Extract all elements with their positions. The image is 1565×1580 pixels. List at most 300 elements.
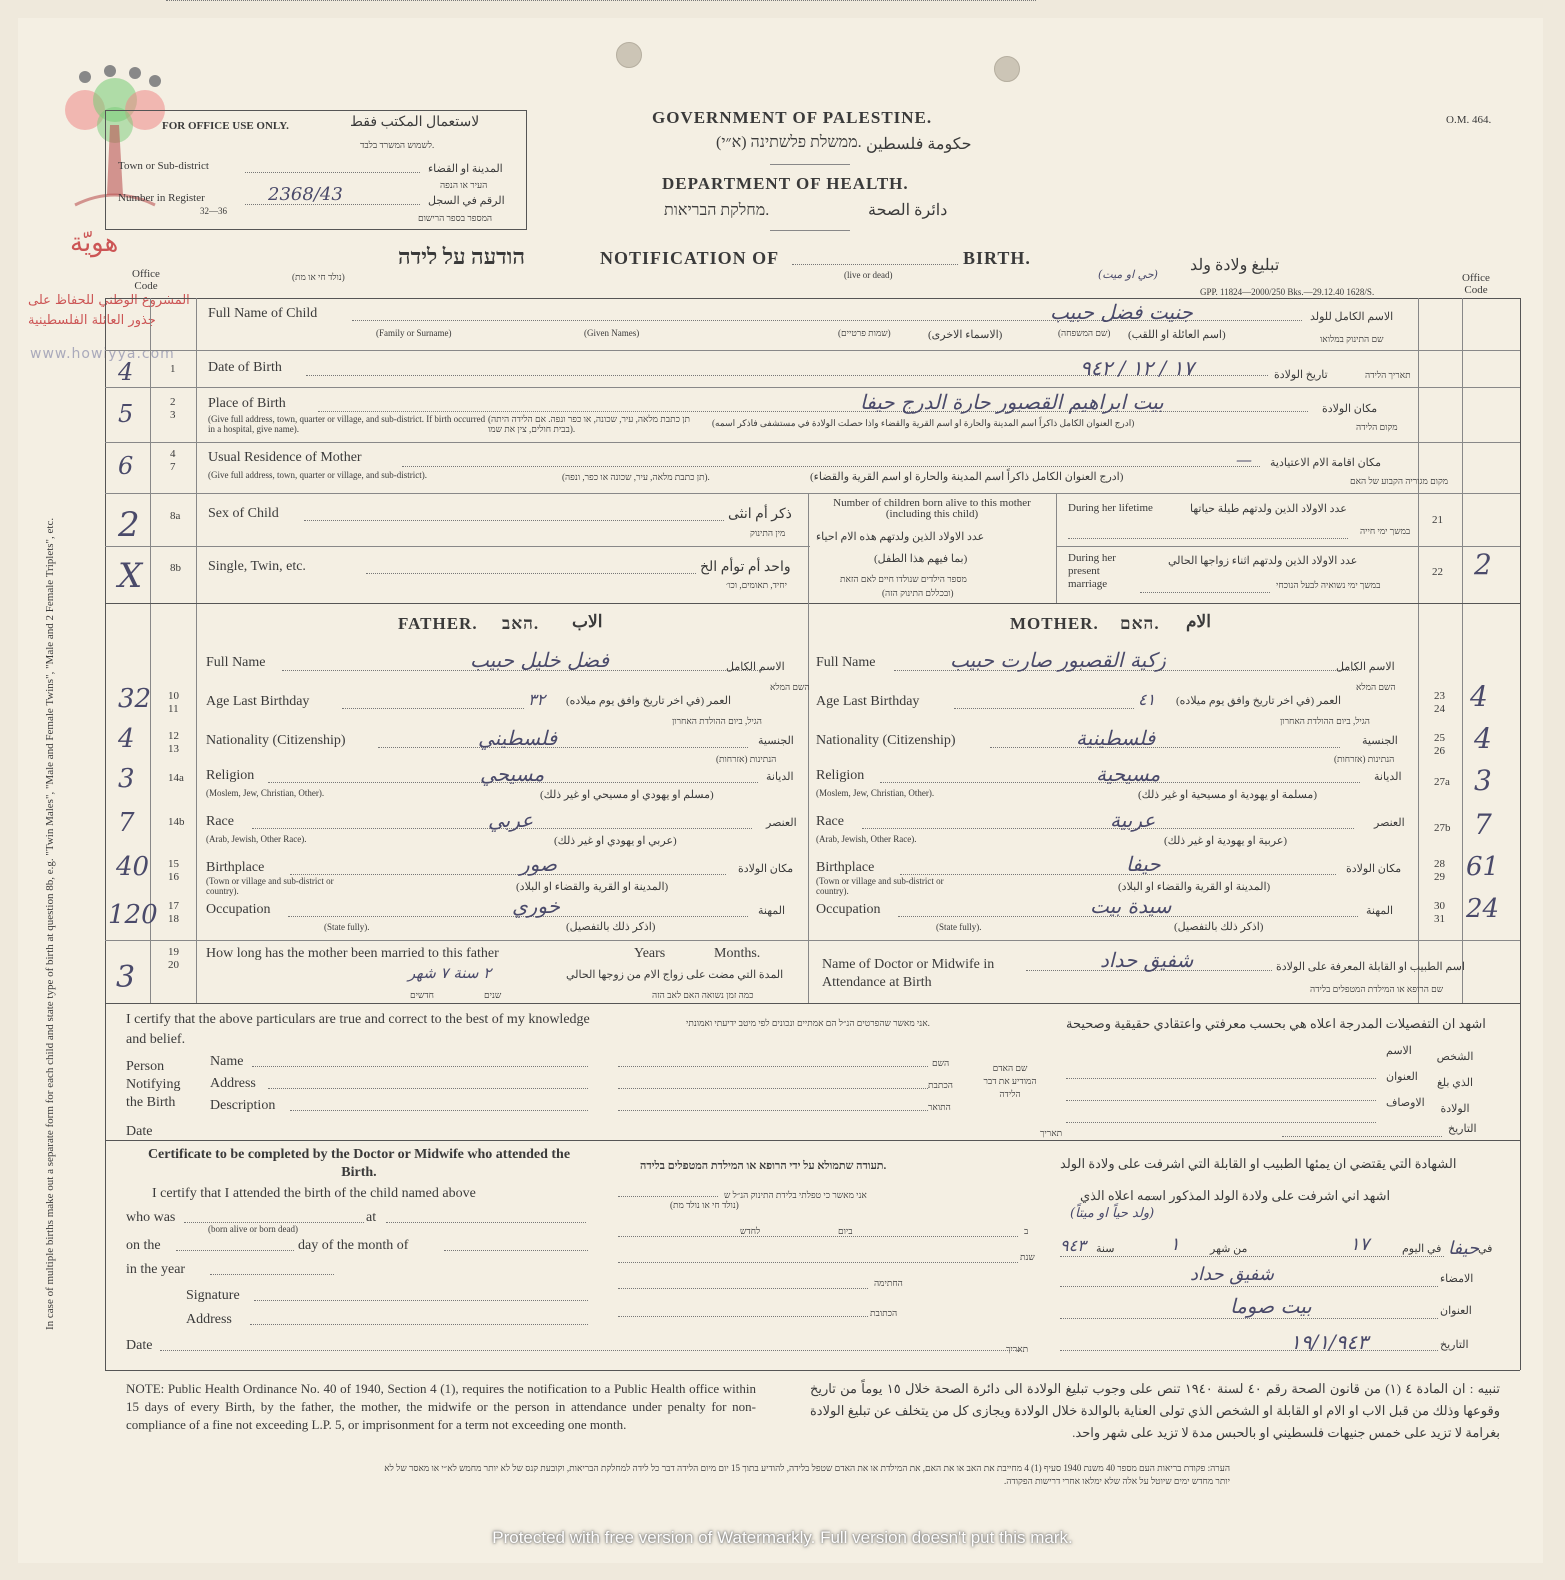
certify-date-field <box>166 0 1036 1</box>
marriage-num: 22 <box>1432 566 1443 578</box>
mother-name-he: השם המלא <box>1356 682 1396 692</box>
grid-line <box>105 387 1520 388</box>
mother-bp-code: 61 <box>1466 852 1500 882</box>
register-label: Number in Register <box>118 192 205 204</box>
father-age-code: 32 <box>118 684 152 714</box>
mother-bp-field <box>900 874 1336 875</box>
child-given-hint: (Given Names) <box>584 328 640 338</box>
ar-desc: الاوصاف <box>1386 1097 1425 1109</box>
certify-ar: اشهد ان التفصيلات المدرجة اعلاه هي بحسب معرفتي واعتقادي حقيقية وصحيحة <box>1066 1016 1486 1031</box>
register-value: 2368/43 <box>268 184 343 205</box>
grid-line <box>105 1140 1520 1141</box>
ar-address: العنوان <box>1386 1071 1418 1083</box>
mother-title-ar: الام <box>1186 612 1211 631</box>
person-notifying: Person Notifying the Birth <box>126 1059 181 1110</box>
cert2-day-value: ١٧ <box>1350 1234 1370 1255</box>
grid-line <box>1520 298 1521 1370</box>
cert2-born: (born alive or born dead) <box>208 1224 298 1234</box>
pob-label: Place of Birth <box>208 396 286 411</box>
mother-race-ar-sub: (عربية او يهودية او غير ذلك) <box>1164 835 1288 847</box>
he-name: השם <box>932 1058 950 1068</box>
title-ar-hand: (حي او ميت) <box>1098 268 1158 281</box>
cert2-at: at <box>366 1210 377 1225</box>
marriage-ar: عدد الاولاد الذين ولدتهم اثناء زواجها الحالي <box>1168 555 1358 567</box>
father-name-ar: الاسم الكامل <box>726 661 785 673</box>
mother-age-value: ٤١ <box>1138 690 1156 709</box>
town-he: העיר או הנפה <box>440 180 488 190</box>
child-other-ar: (الاسماء الاخرى) <box>928 329 1003 341</box>
cert2-ar-sig-line <box>1060 1286 1438 1287</box>
ar-person: الشخص الذي بلغ الولادة <box>1436 1051 1474 1115</box>
cert2-day-of: day of the month of <box>298 1238 409 1253</box>
residence-ar: مكان اقامة الام الاعتيادية <box>1270 457 1381 469</box>
cert2-ar-date: التاريخ <box>1440 1339 1469 1351</box>
father-bp-value: صور <box>520 852 557 876</box>
office-title-he: לשמוש המשרד בלבד. <box>360 140 435 150</box>
cert2-ar-day: في اليوم <box>1402 1243 1442 1255</box>
father-nat-he: הנתינות (אזרחות) <box>716 754 777 764</box>
father-age-ar: العمر (في اخر تاريخ وافق يوم ميلاده) <box>566 695 731 707</box>
certify-date-label: Date <box>126 1124 153 1139</box>
cert2-text: I certify that I attended the birth of the child named above <box>152 1186 476 1201</box>
he-address: הכתבת <box>928 1080 953 1090</box>
father-rel-ar: الديانة <box>766 771 794 783</box>
residence-field <box>402 466 1260 467</box>
mother-name-ar: الاسم الكامل <box>1336 661 1395 673</box>
mother-nat-he: הנתינות (אזרחות) <box>1334 754 1395 764</box>
marriage-he: במשך ימי נשואיה לבעל הנוכחי <box>1276 580 1381 590</box>
cert2-date-field <box>160 1350 1020 1351</box>
father-age-num: 10 11 <box>168 690 179 715</box>
married-num: 19 20 <box>168 946 179 971</box>
cert2-ar-date-line2 <box>1060 1350 1438 1351</box>
cert2-ar-addr: العنوان <box>1440 1305 1472 1317</box>
residence-sub-ar: (ادرج العنوان الكامل ذاكراً اسم المدينة والحارة او اسم القرية والقضاء) <box>810 471 1124 483</box>
cert2-ar-sig: الامضاء <box>1440 1273 1474 1285</box>
mother-race-field <box>862 828 1354 829</box>
mother-rel-sub: (Moslem, Jew, Christian, Other). <box>816 788 935 798</box>
town-field <box>245 172 420 173</box>
cert2-ar-year: سنة <box>1096 1243 1115 1255</box>
mother-title-he: האם. <box>1120 614 1160 633</box>
dob-ar: تاريخ الولادة <box>1274 369 1328 381</box>
certify-address-label: Address <box>210 1076 256 1091</box>
mother-rel-num: 27a <box>1434 776 1450 788</box>
govt-title-he: ממשלת פלשתינה (א״י). <box>716 134 862 151</box>
register-he: המספר בספר הרישום <box>418 213 493 223</box>
marriage-field <box>1140 592 1270 593</box>
certify-desc-label: Description <box>210 1098 276 1113</box>
mother-occ-sub: (State fully). <box>936 922 982 932</box>
child-name-ar: الاسم الكامل للولد <box>1310 311 1394 323</box>
logo-url: www.howiyya.com <box>30 346 175 362</box>
punch-hole <box>616 42 642 68</box>
cert2-born-ar: (ولد حياً او ميتاً) <box>1070 1206 1155 1221</box>
title-ar: تبليغ ولادة ولد <box>1190 257 1280 274</box>
lifetime-ar: عدد الاولاد الذين ولدتهم طيلة حياتها <box>1190 503 1347 515</box>
notifier-address-field-he <box>618 1088 928 1089</box>
grid-line <box>105 350 1520 351</box>
father-bp-code: 40 <box>116 852 150 882</box>
father-occ-sub: (State fully). <box>324 922 370 932</box>
cert2-who-field <box>184 1222 364 1223</box>
mother-nat-num: 25 26 <box>1434 732 1445 757</box>
mother-rel-value: مسيحية <box>1096 762 1161 786</box>
married-he-months: חדשים <box>410 990 435 1000</box>
father-title-ar: الاب <box>572 612 603 631</box>
children-ar: عدد الاولاد الذين ولدتهم هذه الام احياء <box>816 531 985 543</box>
child-given-he: (שמות פרטיים) <box>838 328 891 338</box>
mother-race-num: 27b <box>1434 822 1451 834</box>
mother-occ-code: 24 <box>1466 894 1500 924</box>
father-rel-sub: (Moslem, Jew, Christian, Other). <box>206 788 325 798</box>
cert2-he-date: תאריך <box>1006 1344 1029 1354</box>
logo-line2: جذور العائلة الفلسطينية <box>28 313 156 328</box>
father-race-value: عربي <box>488 808 534 832</box>
married-label: How long has the mother been married to this father <box>206 946 499 961</box>
father-nat-num: 12 13 <box>168 730 179 755</box>
father-occ-label: Occupation <box>206 902 271 917</box>
cert2-text-ar: اشهد اني اشرفت على ولادة الولد المذكور اسمه اعلاه الذي <box>1080 1188 1391 1203</box>
cert2-he-field <box>618 1196 718 1197</box>
pob-ar: مكان الولادة <box>1322 403 1378 415</box>
cert2-day-field <box>176 1250 294 1251</box>
cert2-place: حيفا <box>1448 1238 1480 1259</box>
father-rel-num: 14a <box>168 772 184 784</box>
cert2-he-day-field <box>618 1236 1018 1237</box>
single-field <box>366 573 696 574</box>
town-label: Town or Sub-district <box>118 160 209 172</box>
children-en: Number of children born alive to this mother (including this child) <box>833 497 1031 520</box>
father-rel-value: مسيحي <box>480 762 545 786</box>
cert2-he-year: שנת <box>1020 1252 1035 1262</box>
married-years: Years <box>634 946 666 961</box>
office-code-left: Office Code <box>132 268 160 292</box>
residence-sub: (Give full address, town, quarter or village, and sub-district). <box>208 470 427 480</box>
child-name-he: שם התינוק במלואו <box>1320 334 1384 344</box>
cert2-in-year: in the year <box>126 1262 186 1277</box>
title-he: הודעה על לידה <box>398 244 526 269</box>
certify-he: אני מאשר שהפרטים הנ״ל הם אמתיים ונכונים לפי מיטב ידיעתי ואמונתי. <box>686 1018 930 1028</box>
form-number: O.M. 464. <box>1446 114 1492 126</box>
grid-line <box>1418 298 1419 1003</box>
lifetime-he: במשך ימי חייה <box>1360 526 1411 536</box>
note-he: הערה: פקודת בריאות העם מספר 40 משנת 1940 סעיף (1) 4 מחייבת את האב או את האם, את המילדת או את האדם שטפל בלידה, להודיע בתוך 15 יום מיום הלידה דבר כל לידה למחלקת הבריאות, וקובעת קנס של לא יותר מחמש לא״י או מאסר של לא יותר מחדש ימים שיוטל על אלה שלא ימלאו אחרי דרישות הפקודה. <box>384 1463 1230 1486</box>
title-en-2: BIRTH. <box>963 248 1031 268</box>
mother-age-ar: العمر (في اخر تاريخ وافق يوم ميلاده) <box>1176 695 1341 707</box>
mother-race-code: 7 <box>1474 808 1492 841</box>
cert2-who-was: who was <box>126 1210 176 1225</box>
mother-rel-ar-sub: (مسلمة او يهودية او مسيحية او غير ذلك) <box>1138 789 1317 801</box>
father-occ-value: خوري <box>512 894 561 918</box>
mother-age-field <box>954 708 1134 709</box>
sex-num: 8a <box>170 510 181 522</box>
certify-en: I certify that the above particulars are true and correct to the best of my knowledge and belief. <box>126 1012 590 1047</box>
cert2-text-he: אני מאשר כי טפלתי בלידת התינוק הנ״ל ש <box>724 1190 867 1200</box>
mother-race-sub: (Arab, Jewish, Other Race). <box>816 834 917 844</box>
father-name-he: השם המלא <box>770 682 810 692</box>
mother-bp-ar: مكان الولادة <box>1346 863 1402 875</box>
pob-sub-ar: (ادرج العنوان الكامل ذاكراً اسم المدينة والحارة او اسم القرية والقضاء واذا حصلت الولادة في مستشفى فاذكر اسمه) <box>712 418 1135 428</box>
father-title: FATHER. <box>398 614 478 633</box>
grid-line <box>105 546 810 547</box>
mother-race-ar: العنصر <box>1374 817 1405 829</box>
father-nat-label: Nationality (Citizenship) <box>206 733 346 748</box>
father-age-value: ٣٢ <box>528 690 546 709</box>
father-race-ar: العنصر <box>766 817 797 829</box>
father-rel-ar-sub: (مسلم او يهودي او مسيحي او غير ذلك) <box>540 789 714 801</box>
sex-field <box>304 520 724 521</box>
notifier-address-field-ar <box>1066 1100 1376 1101</box>
mother-bp-ar-sub: (المدينة او القرية والقضاء او البلاد) <box>1118 881 1271 893</box>
cert2-signature: Signature <box>186 1288 240 1303</box>
father-name-label: Full Name <box>206 655 266 670</box>
notifier-desc-field-ar <box>1066 1122 1376 1123</box>
pob-code: 5 <box>118 400 134 428</box>
notifier-name-field <box>252 1066 588 1067</box>
residence-code: 6 <box>118 452 134 480</box>
married-ar-value: ٢ سنة ٧ شهر <box>408 964 492 982</box>
cert2-ar-field <box>1148 1196 1158 1197</box>
register-field <box>245 204 420 205</box>
mother-age-label: Age Last Birthday <box>816 694 920 709</box>
print-info: GPP. 11824—2000/250 Bks.—29.12.40 1628/S. <box>1200 287 1375 297</box>
title-en-sub: (live or dead) <box>844 270 893 280</box>
mother-occ-num: 30 31 <box>1434 900 1445 925</box>
single-he: יחיד, תאומים, וכו׳ <box>726 580 787 590</box>
register-code: 32—36 <box>200 206 227 216</box>
grid-line <box>105 1003 1520 1004</box>
father-age-he: הגיל, ביום ההולדת האחרון <box>672 716 762 726</box>
father-nat-field <box>378 747 748 748</box>
mother-rel-ar: الديانة <box>1374 771 1402 783</box>
mother-age-he: הגיל, ביום ההולדת האחרון <box>1280 716 1370 726</box>
cert2-he-year-field <box>618 1262 1018 1263</box>
single-code: X <box>118 556 143 596</box>
cert2-he-sig-field <box>618 1288 868 1289</box>
mother-nat-value: فلسطينية <box>1076 726 1156 750</box>
residence-sub-he: (תן כתבת מלאה, עיר, שכונה או כפר, ונפה). <box>562 472 710 482</box>
pob-value: بيت ابراهيم القصبور حارة الدرج حيفا <box>860 390 1164 414</box>
doctor-ar: اسم الطبيب او القابلة المعرفة على الولادة <box>1276 961 1465 973</box>
father-title-he: האב. <box>502 614 540 633</box>
mother-rel-label: Religion <box>816 768 865 783</box>
grid-line <box>808 493 809 1003</box>
cert2-title-he: תעודה שתמולא על ידי הרופא או המילדת המטפלים בלידה. <box>640 1160 887 1172</box>
grid-line <box>105 298 106 1370</box>
father-age-field <box>342 708 524 709</box>
father-bp-field <box>290 874 726 875</box>
mother-occ-label: Occupation <box>816 902 881 917</box>
grid-line <box>105 603 1520 604</box>
mother-bp-value: حيفا <box>1126 852 1161 876</box>
father-occ-num: 17 18 <box>168 900 179 925</box>
header-rule <box>770 164 850 165</box>
mother-age-code: 4 <box>1470 680 1488 713</box>
dept-title-ar: دائرة الصحة <box>868 202 948 219</box>
side-instruction <box>44 130 66 1330</box>
cert2-he-addr: הכתובת <box>870 1308 898 1318</box>
mother-race-value: عربية <box>1110 808 1156 832</box>
mother-title: MOTHER. <box>1010 614 1099 633</box>
cert2-ar-month: من شهر <box>1210 1243 1248 1255</box>
punch-hole <box>994 56 1020 82</box>
notifier-name-field-ar <box>1066 1078 1376 1079</box>
children-he: מספר הילדים שנולדו חיים לאם הזאת <box>840 574 967 584</box>
grid-line <box>1056 546 1520 547</box>
town-ar: المدينة او القضاء <box>428 163 503 175</box>
cert2-month-value: ١ <box>1170 1234 1180 1255</box>
grid-line <box>105 442 1520 443</box>
father-name-value: فضل خليل حبيب <box>470 648 610 672</box>
note-ar: تنبيه : ان المادة ٤ (١) من قانون الصحة رقم ٤٠ لسنة ١٩٤٠ تنص على وجوب تبليغ الولادة الى دائرة الصحة خلال ١٥ يوماً من تاريخ وقوعها وذلك من قبل الاب او الام او القابلة او الشخص الذي تولى العناية بالوالدة خلال الولادة ويجازى كل من يتخلف عن تبليغ الولادة بغرامة لا تزيد على خمس جنيهات فلسطيني او بالحبس مدة لا تزيد على شهر واحد. <box>810 1381 1500 1440</box>
cert2-sig-value: شفيق حداد <box>1190 1264 1274 1285</box>
dob-num: 1 <box>170 363 176 375</box>
lifetime-num: 21 <box>1432 514 1443 526</box>
child-family-hint: (Family or Surname) <box>376 328 452 338</box>
dob-code: 4 <box>118 358 134 386</box>
mother-bp-num: 28 29 <box>1434 858 1445 883</box>
single-num: 8b <box>170 562 181 574</box>
father-bp-ar: مكان الولادة <box>738 863 794 875</box>
father-race-ar-sub: (عربي او يهودي او غير ذلك) <box>554 835 677 847</box>
residence-he: מקום מגוריה הקבוע של האם <box>1350 476 1449 486</box>
single-ar: واحد أم توأم الخ <box>700 560 791 575</box>
cert2-he-b: ב <box>1024 1226 1029 1236</box>
mother-occ-value: سيدة بيت <box>1090 894 1172 918</box>
cert2-date-value: ١٩/١/٩٤٣ <box>1290 1330 1368 1354</box>
notifier-desc-field <box>290 1110 588 1111</box>
dept-title-he: מחלקת הבריאות. <box>664 202 770 219</box>
cert2-address: Address <box>186 1312 232 1327</box>
cert2-month-field <box>444 1250 588 1251</box>
logo-name: هويّة <box>70 228 119 258</box>
live-or-dead-field <box>792 264 958 265</box>
lifetime-label: During her lifetime <box>1068 502 1153 514</box>
cert2-year-value: ٩٤٣ <box>1060 1236 1086 1255</box>
grid-line <box>105 298 1520 299</box>
watermark: Protected with free version of Watermarkly. Full version doesn't put this mark. <box>492 1528 1073 1547</box>
father-race-label: Race <box>206 814 234 829</box>
cert2-date: Date <box>126 1338 153 1353</box>
cert2-signature-field <box>254 1300 588 1301</box>
father-occ-code: 120 <box>108 900 158 930</box>
father-bp-ar-sub: (المدينة او القرية والقضاء او البلاد) <box>516 881 669 893</box>
certify-name-label: Name <box>210 1054 244 1069</box>
title-en-1: NOTIFICATION OF <box>600 248 780 268</box>
married-ar: المدة التي مضت على زواج الام من زوجها الحالي <box>566 969 784 981</box>
father-nat-ar: الجنسية <box>758 735 794 747</box>
married-code: 3 <box>116 960 136 995</box>
residence-value: — <box>1236 450 1252 469</box>
grid-line <box>196 298 197 1003</box>
mother-bp-sub: (Town or village and sub-district or country). <box>816 876 944 896</box>
mother-nat-field <box>990 747 1340 748</box>
grid-line <box>1462 298 1463 1003</box>
residence-label: Usual Residence of Mother <box>208 450 362 465</box>
sex-code: 2 <box>118 505 140 545</box>
dob-he: תאריך הלידה <box>1365 370 1411 380</box>
mother-race-label: Race <box>816 814 844 829</box>
cert2-he-month: לחדש <box>740 1226 761 1236</box>
notifier-address-field <box>268 1088 588 1089</box>
notifier-name-field-he <box>618 1066 928 1067</box>
residence-num: 4 7 <box>170 448 176 473</box>
mother-age-num: 23 24 <box>1434 690 1445 715</box>
mother-name-label: Full Name <box>816 655 876 670</box>
dob-value: ١٧ / ١٢ / ٩٤٢ <box>1080 356 1195 380</box>
grid-line <box>105 1370 1520 1371</box>
mother-nat-label: Nationality (Citizenship) <box>816 733 956 748</box>
grid-line <box>150 298 151 1003</box>
pob-num: 2 3 <box>170 396 176 421</box>
marriage-code: 2 <box>1474 548 1492 581</box>
father-race-sub: (Arab, Jewish, Other Race). <box>206 834 307 844</box>
pob-sub: (Give full address, town, quarter or village, and sub-district. If birth occurred in a hospital, give name). <box>208 414 486 434</box>
cert2-born-he: (נולד חי או נולד מת) <box>670 1200 739 1210</box>
doctor-he: שם הרופא או המילדת המטפלים בלידה <box>1310 984 1444 994</box>
father-race-num: 14b <box>168 816 185 828</box>
married-he-years: שנים <box>484 990 502 1000</box>
child-family-he: (שם המשפחה) <box>1058 328 1111 338</box>
father-bp-num: 15 16 <box>168 858 179 883</box>
cert2-title-ar: الشهادة التي يقتضي ان يمئها الطبيب او القابلة التي اشرفت على ولادة الولد <box>1060 1156 1457 1171</box>
sex-he: מין התינוק <box>750 528 786 538</box>
marriage-label: During her present marriage <box>1068 552 1116 590</box>
father-rel-code: 3 <box>118 764 135 794</box>
certify-date-field-ar <box>1282 1136 1442 1137</box>
cert2-he-addr-field <box>618 1316 868 1317</box>
cert2-ar-addr-line <box>1060 1318 1438 1319</box>
lifetime-field <box>1068 538 1348 539</box>
cert2-ar-in: في <box>1478 1243 1493 1255</box>
sex-label: Sex of Child <box>208 506 279 521</box>
father-nat-value: فلسطيني <box>478 726 558 750</box>
govt-title-en: GOVERNMENT OF PALESTINE. <box>652 108 933 127</box>
father-nat-code: 4 <box>118 724 135 754</box>
grid-line <box>1056 493 1057 603</box>
father-rel-label: Religion <box>206 768 255 783</box>
father-occ-ar: المهنة <box>758 905 786 917</box>
children-ar-2: (بما فيهم هذا الطفل) <box>874 553 968 565</box>
office-code-right: Office Code <box>1462 272 1490 296</box>
note-en: NOTE: Public Health Ordinance No. 40 of 1940, Section 4 (1), requires the notification to a Public Health office within 15 days of every Birth, by the father, the mother, the midwife or the person in attendance under penalty for non-compliance of a fine not exceeding L.P. 5, or imprisonment for a term not exceeding one month. <box>126 1381 756 1432</box>
child-name-label: Full Name of Child <box>208 306 318 321</box>
cert2-he-sig: החתימה <box>874 1278 903 1288</box>
mother-rel-code: 3 <box>1474 764 1492 797</box>
side-instruction-text: In case of multiple births make out a separate form for each child and state type of birth at question 8b, e.g. "Twin Males", "Male and Female Twins", "Male and 2 Female Triplets", etc. <box>44 517 56 1330</box>
pob-sub-he: (תן כתבת מלאה, עיר, שכונה, או כפר ונפה. אם הלידה היתה בבית חולים, צין את שמו). <box>488 414 691 434</box>
ar-date: التاريخ <box>1448 1123 1477 1135</box>
single-label: Single, Twin, etc. <box>208 559 306 574</box>
notifier-desc-field-he <box>618 1110 928 1111</box>
cert2-on-the: on the <box>126 1238 161 1253</box>
dob-label: Date of Birth <box>208 360 282 375</box>
mother-nat-ar: الجنسية <box>1362 735 1398 747</box>
father-age-label: Age Last Birthday <box>206 694 310 709</box>
title-he-sub: (נולד חי או מת) <box>292 272 345 282</box>
grid-line <box>105 940 1520 941</box>
married-months: Months. <box>714 946 761 961</box>
child-name-value: جنيت فضل حبيب <box>1050 300 1193 324</box>
office-title-en: FOR OFFICE USE ONLY. <box>162 120 289 132</box>
he-date: תאריך <box>1040 1128 1063 1138</box>
children-he-2: (ובכללם התינוק הזה) <box>882 588 954 598</box>
cert2-address-field <box>250 1324 588 1325</box>
child-family-ar: (اسم العائلة او اللقب) <box>1128 329 1226 341</box>
father-bp-sub: (Town or village and sub-district or country). <box>206 876 334 896</box>
doctor-label: Name of Doctor or Midwife in Attendance at Birth <box>822 957 995 990</box>
